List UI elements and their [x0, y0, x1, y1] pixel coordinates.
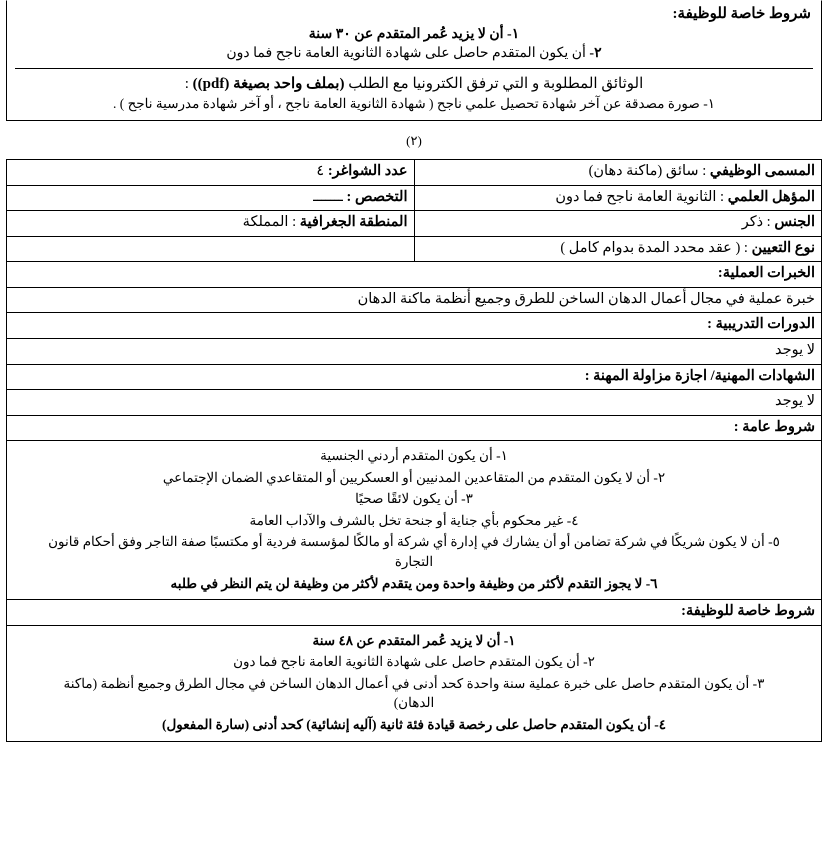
gender-label: الجنس [774, 214, 815, 231]
list-text: غير محكوم بأي جناية أو جنحة تخل بالشرف والآداب العامة [249, 512, 564, 528]
list-text: أن يكون المتقدم حاصل على خبرة عملية سنة واحدة كحد أدنى في أعمال الدهان الساخن في مجال الطرق وجميع أنظمة (ماكنة الدهان) [63, 675, 750, 711]
list-marker: ٦- [645, 575, 658, 591]
list-marker: ١- [496, 448, 508, 464]
job-title-cell [414, 160, 822, 186]
special-conditions-cell [7, 625, 822, 741]
list-marker: ٢- [583, 654, 595, 670]
specialization-cell [7, 185, 415, 211]
documents-title-part2: : [184, 76, 193, 92]
specialization-value: ـــــــ [313, 188, 347, 205]
certificates-text: لا يوجد [7, 390, 822, 416]
table-row [7, 390, 822, 416]
gender-cell [414, 211, 822, 237]
table-row [7, 338, 822, 364]
list-marker: ٣- [461, 491, 473, 507]
special-conditions-title: شروط خاصة للوظيفة: [7, 600, 822, 626]
table-row [7, 313, 822, 339]
appointment-value: : ( عقد محدد المدة بدوام كامل ) [560, 239, 752, 256]
appointment-cell [414, 236, 822, 262]
list-text: أن يكون المتقدم حاصل على شهادة الثانوية العامة ناجح فما دون [226, 46, 586, 61]
gender-value: : ذكر [741, 214, 775, 231]
section-divider [15, 68, 813, 69]
list-marker: ٤- [654, 716, 667, 732]
list-text: أن يكون المتقدم أردني الجنسية [320, 448, 493, 464]
list-item [13, 445, 815, 467]
certificates-title: الشهادات المهنية/ اجازة مزاولة المهنة : [7, 364, 822, 390]
top-special-conditions-title: شروط خاصة للوظيفة: [672, 6, 811, 22]
experience-title: الخبرات العملية: [7, 262, 822, 288]
empty-cell [7, 236, 415, 262]
job-title-value: : سائق (ماكنة دهان) [588, 163, 710, 179]
list-text: أن لا يزيد عُمر المتقدم عن ٤٨ سنة [312, 632, 501, 648]
general-conditions-list [13, 445, 815, 594]
table-row [7, 236, 822, 262]
list-item [13, 673, 815, 714]
documents-title-part1: الوثائق المطلوبة و التي ترفق الكترونيا مع الطلب [344, 76, 644, 92]
table-row [7, 600, 822, 626]
region-value: : المملكة [242, 214, 300, 231]
courses-title: الدورات التدريبية : [7, 313, 822, 339]
list-item [13, 531, 815, 572]
list-item [13, 630, 815, 652]
table-row [7, 160, 822, 186]
list-marker: ٢- [653, 469, 666, 485]
table-row [7, 287, 822, 313]
courses-text: لا يوجد [7, 338, 822, 364]
list-marker: ١- [503, 632, 516, 648]
qualification-value: : الثانوية العامة ناجح فما دون [555, 188, 728, 205]
list-marker: ١- [507, 27, 520, 42]
list-text: أن لا يزيد عُمر المتقدم عن ٣٠ سنة [308, 27, 504, 42]
list-item [13, 467, 815, 489]
page-number: (٢) [406, 133, 422, 148]
list-marker: ٤- [566, 512, 579, 528]
top-continuation-block [6, 0, 822, 121]
qualification-label: المؤهل العلمي [727, 188, 815, 205]
list-item [13, 510, 815, 532]
vacancies-label: عدد الشواغر: [327, 163, 408, 179]
table-row [7, 262, 822, 288]
list-marker: ٢- [589, 46, 602, 61]
vacancies-cell [7, 160, 415, 186]
region-cell [7, 211, 415, 237]
list-text: أن يكون المتقدم حاصل على شهادة الثانوية العامة ناجح فما دون [233, 654, 580, 670]
appointment-label: نوع التعيين [751, 239, 815, 256]
documents-item: ١- صورة مصدقة عن آخر شهادة تحصيل علمي ناجح ( شهادة الثانوية العامة ناجح ، أو آخر شهادة مدرسية ناجح ) . [112, 96, 716, 111]
vacancies-value: ٤ [316, 163, 328, 179]
table-row [7, 415, 822, 441]
table-row [7, 364, 822, 390]
experience-text: خبرة عملية في مجال أعمال الدهان الساخن للطرق وجميع أنظمة ماكنة الدهان [7, 287, 822, 313]
list-item [13, 651, 815, 673]
general-conditions-cell [7, 441, 822, 600]
job-title-label: المسمى الوظيفي [709, 163, 815, 179]
list-text: أن لا يكون المتقدم من المتقاعدين المدنيين أو العسكريين أو المتقاعدي الضمان الإجتماعي [162, 469, 650, 485]
general-conditions-title: شروط عامة : [7, 415, 822, 441]
top-special-condition-item [15, 25, 813, 44]
list-text: أن يكون المتقدم حاصل على رخصة قيادة فئة ثانية (آليه إنشائية) كحد أدنى (سارة المفعول) [161, 716, 651, 732]
job-details-table [6, 159, 822, 742]
list-item [13, 714, 815, 736]
top-special-condition-item [15, 44, 813, 63]
special-conditions-list [13, 630, 815, 736]
list-item [13, 573, 815, 595]
documents-title [15, 72, 813, 94]
list-text: أن لا يكون شريكًا في شركة تضامن أو أن يشارك في إدارة أي شركة أو مالكًا لمؤسسة فردية أو مكتسبًا صفة التاجر وفق أحكام قانون التجارة [48, 534, 765, 569]
table-row [7, 185, 822, 211]
list-text: أن يكون لائقًا صحيًا [355, 491, 458, 507]
list-item [13, 488, 815, 510]
region-label: المنطقة الجغرافية [299, 214, 408, 231]
list-marker: ٥- [768, 534, 780, 550]
table-row [7, 441, 822, 600]
table-row [7, 625, 822, 741]
qualification-cell [414, 185, 822, 211]
specialization-label: التخصص : [346, 188, 408, 205]
list-text: لا يجوز التقدم لأكثر من وظيفة واحدة ومن يتقدم لأكثر من وظيفة لن يتم النظر في طلبه [170, 575, 643, 591]
table-row [7, 211, 822, 237]
list-marker: ٣- [752, 675, 765, 691]
documents-title-bold: (بملف واحد بصيغة (pdf)) [192, 76, 345, 92]
